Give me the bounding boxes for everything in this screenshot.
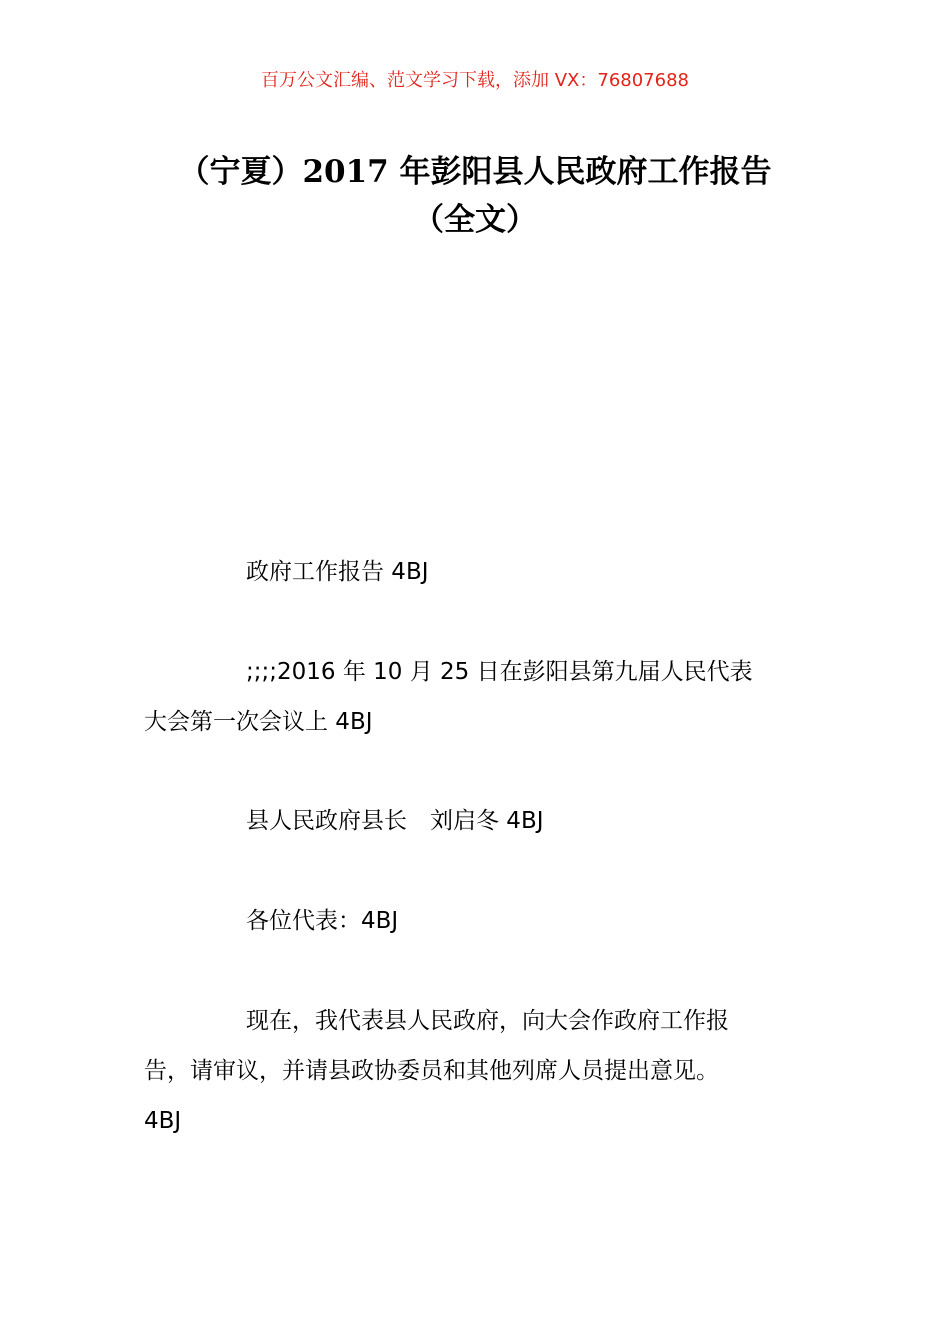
paragraph-line: 告，请审议，并请县政协委员和其他列席人员提出意见。 xyxy=(144,1058,719,1084)
paragraph-line: 大会第一次会议上 4BJ xyxy=(144,709,373,735)
document-title xyxy=(100,148,850,244)
paragraph-meeting-info xyxy=(144,647,824,747)
paragraph-line: 各位代表：4BJ xyxy=(246,908,399,934)
paragraph-opening xyxy=(144,996,824,1146)
paragraph-salutation xyxy=(144,896,824,946)
title-line-1: （宁夏）2017 年彭阳县人民政府工作报告 xyxy=(178,154,772,190)
paragraph-speaker xyxy=(144,796,824,846)
paragraph-line: 政府工作报告 4BJ xyxy=(246,559,429,585)
paragraph-report-label xyxy=(144,547,824,597)
paragraph-line: 4BJ xyxy=(144,1108,182,1134)
paragraph-line: ;;;;2016 年 10 月 25 日在彭阳县第九届人民代表 xyxy=(246,659,753,685)
paragraph-line: 现在，我代表县人民政府，向大会作政府工作报 xyxy=(246,1008,729,1034)
paragraph-line: 县人民政府县长 刘启冬 4BJ xyxy=(246,808,544,834)
title-line-2: （全文） xyxy=(413,202,537,238)
header-ad-note: 百万公文汇编、范文学习下载，添加 VX：76807688 xyxy=(261,70,689,91)
